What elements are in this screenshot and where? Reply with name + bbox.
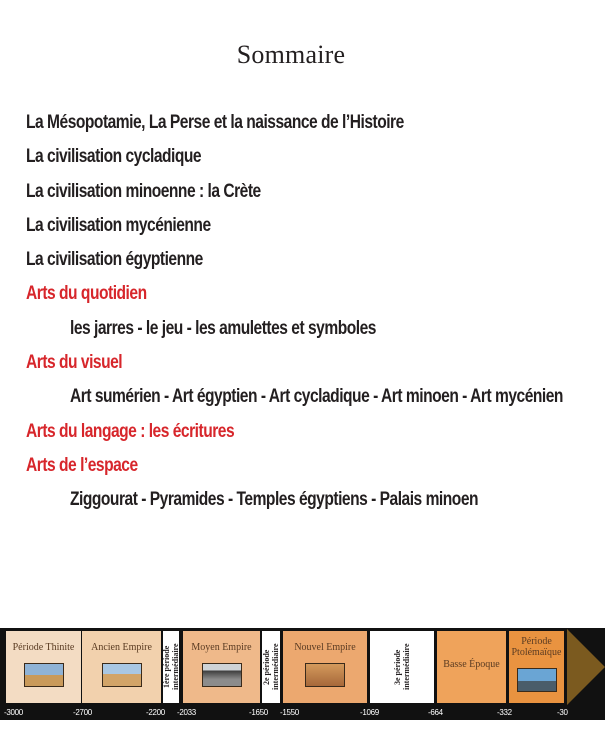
timeline-period	[163, 631, 179, 703]
period-label: Ancien Empire	[91, 641, 152, 653]
toc-section-heading	[26, 449, 596, 483]
toc-text: La civilisation mycénienne	[26, 214, 211, 236]
toc-item	[26, 243, 596, 277]
table-of-contents	[26, 106, 596, 518]
period-label: Basse Époque	[443, 658, 500, 670]
egypt-timeline	[0, 628, 605, 720]
timeline-period	[82, 631, 161, 703]
timeline-period	[509, 631, 564, 703]
timeline-period	[437, 631, 506, 703]
pyramids-icon	[102, 663, 142, 687]
period-label: Période Ptolémaïque	[511, 636, 562, 658]
timeline-tick-label: -1550	[280, 708, 299, 717]
toc-section-heading	[26, 277, 596, 311]
page-title: Sommaire	[236, 40, 346, 69]
timeline-tick-label: -664	[428, 708, 443, 717]
timeline-tick-label: -30	[557, 708, 568, 717]
pyramid-icon	[24, 663, 64, 687]
timeline-tick-label: -3000	[4, 708, 23, 717]
timeline-tick-label: -2200	[146, 708, 165, 717]
timeline-period	[183, 631, 260, 703]
period-label: 1ère période intermédiaire	[162, 643, 180, 691]
toc-item	[26, 140, 596, 174]
timeline-tick-label: -332	[497, 708, 512, 717]
timeline-tick-label: -2033	[177, 708, 196, 717]
toc-item	[26, 106, 596, 140]
toc-text: les jarres - le jeu - les amulettes et symboles	[70, 317, 376, 339]
period-label: Période Thinite	[12, 641, 75, 653]
toc-item	[26, 209, 596, 243]
timeline-tick-label: -1069	[360, 708, 379, 717]
period-label: 3e période intermédiaire	[393, 643, 411, 691]
period-label: Moyen Empire	[191, 641, 252, 653]
timeline-period	[370, 631, 434, 703]
city-icon	[517, 668, 557, 692]
toc-subitem	[26, 312, 596, 346]
toc-text: Arts de l’espace	[26, 454, 138, 476]
timeline-arrow-icon	[567, 629, 605, 705]
toc-section-heading	[26, 346, 596, 380]
toc-section-heading	[26, 415, 596, 449]
period-label: Nouvel Empire	[294, 641, 356, 653]
toc-text: La civilisation minoenne : la Crète	[26, 180, 261, 202]
toc-subitem	[26, 483, 596, 517]
toc-text: La Mésopotamie, La Perse et la naissance de l’Histoire	[26, 112, 404, 133]
toc-item	[26, 175, 596, 209]
toc-text: Arts du quotidien	[26, 283, 147, 305]
temple-icon	[202, 663, 242, 687]
cliff-temple-icon	[305, 663, 345, 687]
toc-text: Arts du langage : les écritures	[26, 420, 235, 442]
timeline-period	[262, 631, 280, 703]
timeline-period	[6, 631, 81, 703]
toc-text: La civilisation égyptienne	[26, 249, 203, 271]
timeline-tick-label: -1650	[249, 708, 268, 717]
toc-text: Art sumérien - Art égyptien - Art cycladique - Art minoen - Art mycénien	[70, 386, 563, 408]
toc-text: Ziggourat - Pyramides - Temples égyptiens - Palais minoen	[70, 489, 479, 511]
toc-text: Arts du visuel	[26, 352, 123, 374]
period-label: 2e période intermédiaire	[262, 643, 280, 691]
timeline-period	[283, 631, 367, 703]
toc-text: La civilisation cycladique	[26, 146, 202, 168]
timeline-tick-label: -2700	[73, 708, 92, 717]
toc-subitem	[26, 380, 596, 414]
